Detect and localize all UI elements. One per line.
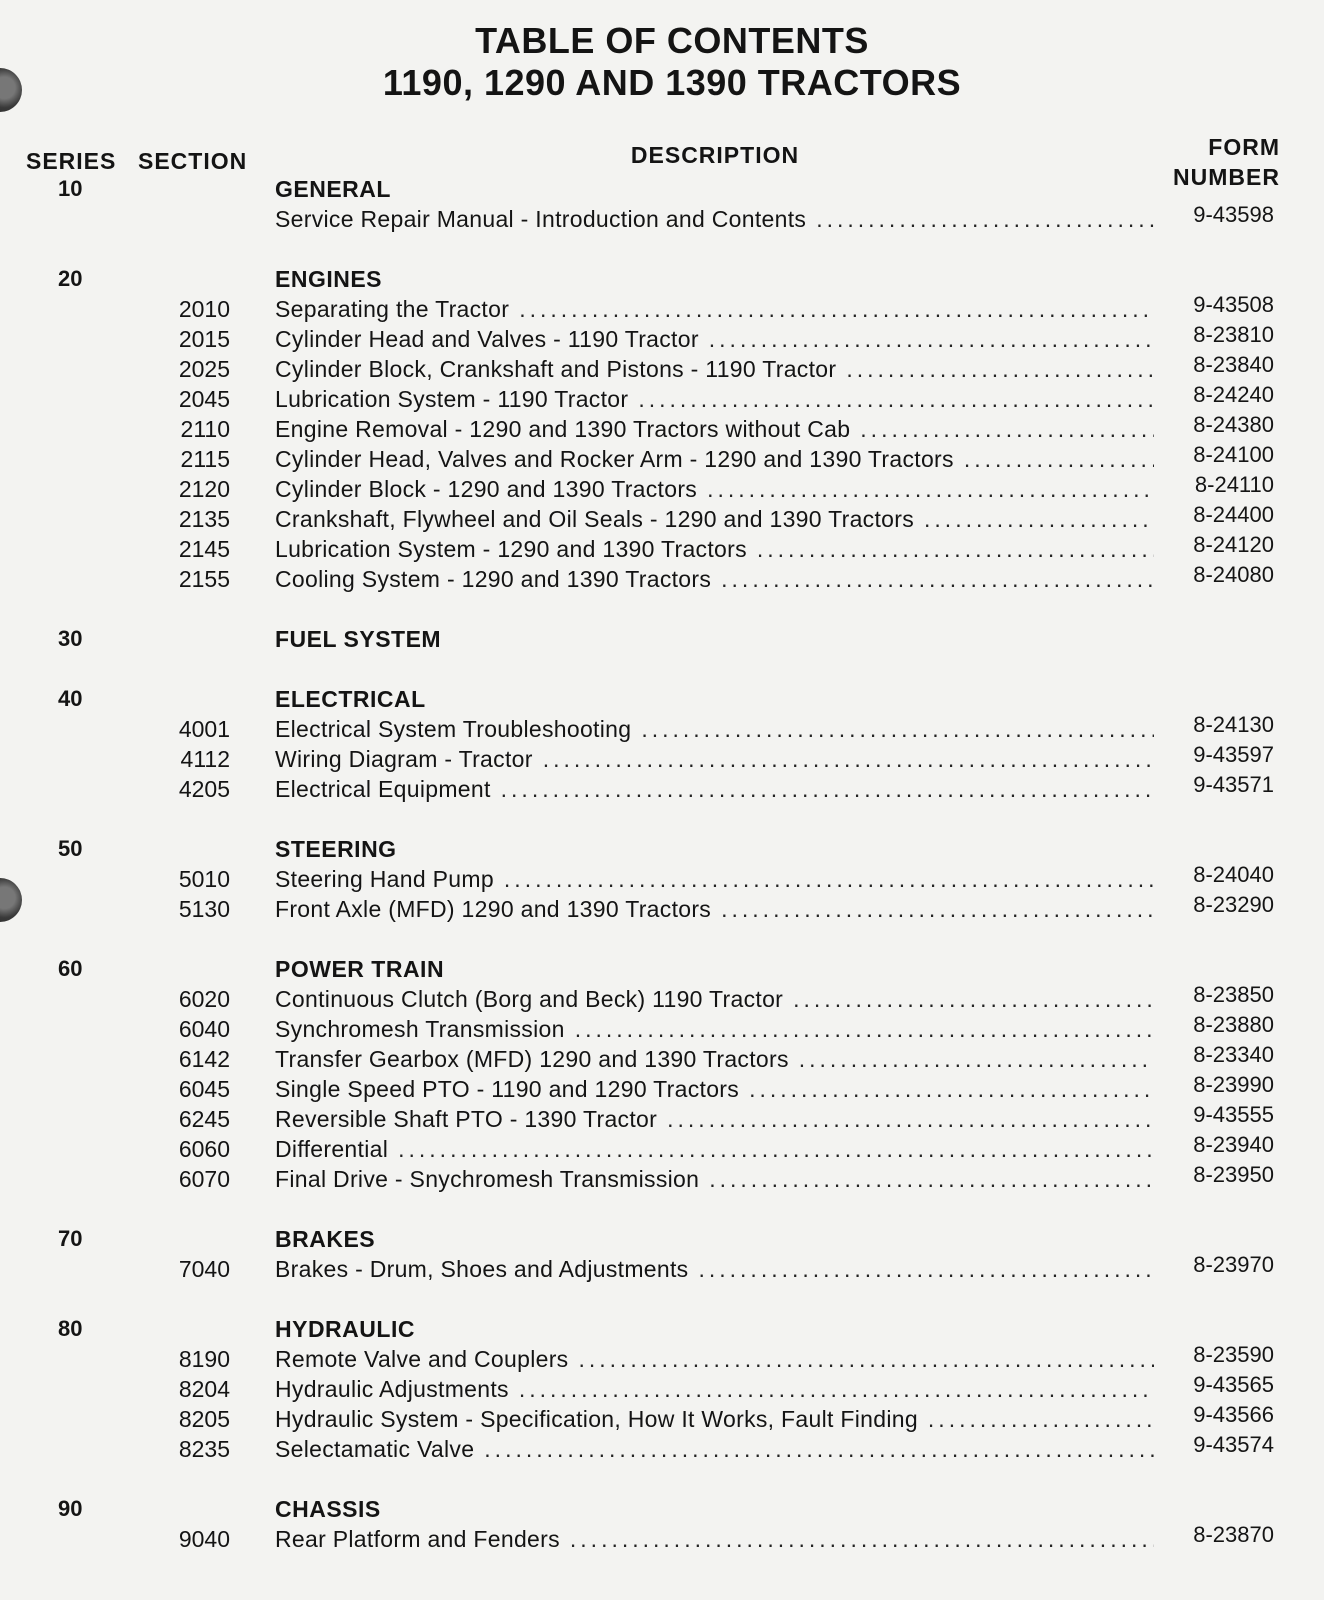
toc-entry	[0, 352, 1324, 386]
entry-line	[275, 1376, 1154, 1403]
entry-description: Reversible Shaft PTO - 1390 Tractor	[275, 1106, 658, 1132]
form-number: 8-24130	[1193, 712, 1274, 737]
form-number: 8-23870	[1193, 1522, 1274, 1547]
dot-leader	[816, 206, 1154, 233]
entry-description: Engine Removal - 1290 and 1390 Tractors without Cab	[275, 416, 851, 442]
form-number: 8-23940	[1193, 1132, 1274, 1157]
dot-leader	[578, 1346, 1154, 1373]
form-number: 9-43571	[1193, 772, 1274, 797]
form-number: 9-43574	[1193, 1432, 1274, 1457]
toc-entry	[0, 1042, 1324, 1076]
entry-line	[275, 896, 1154, 923]
toc-entry	[0, 1102, 1324, 1136]
contents-list	[0, 176, 1324, 1586]
entry-description: Continuous Clutch (Borg and Beck) 1190 Tractor	[275, 986, 784, 1012]
toc-entry	[0, 712, 1324, 746]
series-heading-row	[0, 686, 1324, 716]
form-number: 8-23850	[1193, 982, 1274, 1007]
form-number: 9-43565	[1193, 1372, 1274, 1397]
section-number: 2155	[178, 566, 230, 592]
section-number: 2115	[180, 446, 230, 472]
entry-description: Rear Platform and Fenders	[275, 1526, 560, 1552]
series-number: 10	[58, 176, 83, 201]
series-heading-row	[0, 956, 1324, 986]
series-number: 60	[58, 956, 83, 981]
toc-entry	[0, 562, 1324, 596]
toc-entry	[0, 502, 1324, 536]
toc-entry	[0, 292, 1324, 326]
entry-description: Lubrication System - 1290 and 1390 Tractors	[275, 536, 747, 562]
section-number: 2025	[178, 356, 230, 382]
series-title: BRAKES	[275, 1226, 376, 1252]
section-number: 2045	[178, 386, 230, 412]
section-number: 6020	[178, 986, 230, 1012]
entry-description: Crankshaft, Flywheel and Oil Seals - 1290 and 1390 Tractors	[275, 506, 915, 532]
dot-leader	[519, 1376, 1154, 1403]
entry-line	[275, 776, 1154, 803]
toc-entry	[0, 382, 1324, 416]
toc-entry	[0, 322, 1324, 356]
entry-line	[275, 1106, 1154, 1133]
entry-line	[275, 476, 1154, 503]
series-heading-row	[0, 266, 1324, 296]
entry-line	[275, 1136, 1154, 1163]
form-number: 8-23810	[1193, 322, 1274, 347]
series-title: ELECTRICAL	[275, 686, 426, 712]
entry-line	[275, 506, 1154, 533]
toc-entry	[0, 1432, 1324, 1466]
entry-description: Final Drive - Snychromesh Transmission	[275, 1166, 700, 1192]
toc-entry	[0, 982, 1324, 1016]
header-form-line-1: FORM	[1208, 134, 1280, 160]
section-number: 5010	[178, 866, 230, 892]
entry-line	[275, 326, 1154, 353]
entry-description: Transfer Gearbox (MFD) 1290 and 1390 Tractors	[275, 1046, 789, 1072]
dot-leader	[707, 476, 1154, 503]
title-line-1: TABLE OF CONTENTS	[475, 20, 869, 61]
entry-line	[275, 1346, 1154, 1373]
dot-leader	[709, 1166, 1154, 1193]
entry-description: Remote Valve and Couplers	[275, 1346, 569, 1372]
form-number: 9-43508	[1193, 292, 1274, 317]
form-number: 8-23840	[1193, 352, 1274, 377]
series-number: 20	[58, 266, 83, 291]
dot-leader	[575, 1016, 1154, 1043]
dot-leader	[570, 1526, 1154, 1553]
entry-description: Hydraulic Adjustments	[275, 1376, 509, 1402]
section-number: 8205	[178, 1406, 230, 1432]
dot-leader	[667, 1106, 1154, 1133]
toc-entry	[0, 1252, 1324, 1286]
form-number: 8-23590	[1193, 1342, 1274, 1367]
series-group	[0, 686, 1324, 806]
entry-line	[275, 536, 1154, 563]
entry-line	[275, 356, 1154, 383]
series-number: 70	[58, 1226, 83, 1251]
toc-entry	[0, 1132, 1324, 1166]
section-number: 8204	[178, 1376, 230, 1402]
toc-entry	[0, 412, 1324, 446]
form-number: 8-23970	[1193, 1252, 1274, 1277]
form-number: 8-23950	[1193, 1162, 1274, 1187]
entry-line	[275, 386, 1154, 413]
series-title: POWER TRAIN	[275, 956, 445, 982]
series-number: 30	[58, 626, 83, 651]
series-title: CHASSIS	[275, 1496, 381, 1522]
section-number: 4205	[178, 776, 230, 802]
header-description: DESCRIPTION	[630, 142, 800, 168]
dot-leader	[519, 296, 1154, 323]
form-number: 9-43566	[1193, 1402, 1274, 1427]
dot-leader	[709, 326, 1154, 353]
entry-line	[275, 866, 1154, 893]
series-number: 40	[58, 686, 83, 711]
series-number: 80	[58, 1316, 83, 1341]
series-title: GENERAL	[275, 176, 391, 202]
entry-description: Cylinder Block, Crankshaft and Pistons - 1190 Tractor	[275, 356, 837, 382]
series-group	[0, 1316, 1324, 1466]
entry-line	[275, 1016, 1154, 1043]
entry-line	[275, 296, 1154, 323]
entry-description: Service Repair Manual - Introduction and Contents	[275, 206, 807, 232]
section-number: 9040	[178, 1526, 230, 1552]
entry-line	[275, 1046, 1154, 1073]
series-number: 50	[58, 836, 83, 861]
page-title	[0, 20, 1324, 104]
section-number: 2110	[180, 416, 230, 442]
section-number: 6045	[178, 1076, 230, 1102]
form-number: 8-23340	[1193, 1042, 1274, 1067]
entry-description: Cylinder Head and Valves - 1190 Tractor	[275, 326, 699, 352]
dot-leader	[846, 356, 1154, 383]
dot-leader	[757, 536, 1154, 563]
entry-description: Wiring Diagram - Tractor	[275, 746, 533, 772]
dot-leader	[543, 746, 1154, 773]
form-number: 8-23290	[1193, 892, 1274, 917]
toc-entry	[0, 1072, 1324, 1106]
form-number: 8-24400	[1193, 502, 1274, 527]
toc-entry	[0, 202, 1324, 236]
section-number: 2010	[178, 296, 230, 322]
entry-line	[275, 416, 1154, 443]
series-title: HYDRAULIC	[275, 1316, 415, 1342]
toc-entry	[0, 1342, 1324, 1376]
title-line-2: 1190, 1290 AND 1390 TRACTORS	[382, 62, 962, 103]
series-group	[0, 1226, 1324, 1286]
form-number: 9-43597	[1193, 742, 1274, 767]
form-number: 8-24120	[1193, 532, 1274, 557]
series-title: ENGINES	[275, 266, 383, 292]
entry-description: Electrical Equipment	[275, 776, 491, 802]
entry-line	[275, 1436, 1154, 1463]
toc-entry	[0, 1162, 1324, 1196]
form-number: 9-43598	[1193, 202, 1274, 227]
series-group	[0, 1496, 1324, 1556]
series-group	[0, 836, 1324, 926]
form-number: 8-24100	[1193, 442, 1274, 467]
header-section: SECTION	[138, 148, 248, 174]
header-form-line-2: NUMBER	[1173, 164, 1280, 190]
section-number: 5130	[178, 896, 230, 922]
dot-leader	[641, 716, 1154, 743]
section-number: 6040	[178, 1016, 230, 1042]
series-title: FUEL SYSTEM	[275, 626, 442, 652]
series-heading-row	[0, 626, 1324, 656]
series-heading-row	[0, 1496, 1324, 1526]
dot-leader	[793, 986, 1154, 1013]
form-number: 8-24110	[1194, 472, 1274, 497]
series-group	[0, 176, 1324, 236]
entry-description: Selectamatic Valve	[275, 1436, 475, 1462]
section-number: 8190	[178, 1346, 230, 1372]
section-number: 2135	[178, 506, 230, 532]
section-number: 4112	[180, 746, 230, 772]
entry-line	[275, 1076, 1154, 1103]
series-number: 90	[58, 1496, 83, 1521]
dot-leader	[860, 416, 1154, 443]
dot-leader	[964, 446, 1154, 473]
dot-leader	[501, 776, 1154, 803]
entry-description: Cylinder Head, Valves and Rocker Arm - 1290 and 1390 Tractors	[275, 446, 954, 472]
dot-leader	[638, 386, 1154, 413]
form-number: 9-43555	[1193, 1102, 1274, 1127]
entry-line	[275, 716, 1154, 743]
entry-description: Hydraulic System - Specification, How It Works, Fault Finding	[275, 1406, 918, 1432]
toc-entry	[0, 532, 1324, 566]
entry-description: Front Axle (MFD) 1290 and 1390 Tractors	[275, 896, 712, 922]
form-number: 8-24080	[1193, 562, 1274, 587]
entry-description: Separating the Tractor	[275, 296, 510, 322]
series-group	[0, 626, 1324, 656]
section-number: 2120	[178, 476, 230, 502]
entry-description: Single Speed PTO - 1190 and 1290 Tractors	[275, 1076, 740, 1102]
entry-description: Lubrication System - 1190 Tractor	[275, 386, 629, 412]
dot-leader	[749, 1076, 1154, 1103]
section-number: 8235	[178, 1436, 230, 1462]
form-number: 8-24240	[1193, 382, 1274, 407]
entry-line	[275, 566, 1154, 593]
toc-entry	[0, 862, 1324, 896]
form-number: 8-23880	[1193, 1012, 1274, 1037]
dot-leader	[484, 1436, 1154, 1463]
form-number: 8-23990	[1193, 1072, 1274, 1097]
series-heading-row	[0, 1316, 1324, 1346]
entry-line	[275, 986, 1154, 1013]
entry-description: Differential	[275, 1136, 389, 1162]
form-number: 8-24040	[1193, 862, 1274, 887]
toc-entry	[0, 1402, 1324, 1436]
dot-leader	[398, 1136, 1154, 1163]
section-number: 6142	[178, 1046, 230, 1072]
section-number: 7040	[178, 1256, 230, 1282]
entry-description: Brakes - Drum, Shoes and Adjustments	[275, 1256, 689, 1282]
section-number: 2145	[178, 536, 230, 562]
toc-entry	[0, 1522, 1324, 1556]
dot-leader	[721, 566, 1154, 593]
section-number: 2015	[178, 326, 230, 352]
entry-line	[275, 746, 1154, 773]
section-number: 6060	[178, 1136, 230, 1162]
toc-entry	[0, 1372, 1324, 1406]
series-heading-row	[0, 176, 1324, 206]
entry-line	[275, 206, 1154, 233]
entry-description: Electrical System Troubleshooting	[275, 716, 632, 742]
series-title: STEERING	[275, 836, 397, 862]
header-series: SERIES	[26, 148, 117, 174]
toc-entry	[0, 772, 1324, 806]
entry-line	[275, 1166, 1154, 1193]
dot-leader	[799, 1046, 1154, 1073]
toc-entry	[0, 892, 1324, 926]
toc-entry	[0, 472, 1324, 506]
series-heading-row	[0, 1226, 1324, 1256]
entry-description: Cooling System - 1290 and 1390 Tractors	[275, 566, 712, 592]
entry-line	[275, 1406, 1154, 1433]
section-number: 6245	[178, 1106, 230, 1132]
dot-leader	[721, 896, 1154, 923]
form-number: 8-24380	[1193, 412, 1274, 437]
series-heading-row	[0, 836, 1324, 866]
section-number: 4001	[178, 716, 230, 742]
entry-line	[275, 1526, 1154, 1553]
toc-entry	[0, 442, 1324, 476]
dot-leader	[504, 866, 1154, 893]
series-group	[0, 266, 1324, 596]
entry-description: Steering Hand Pump	[275, 866, 494, 892]
dot-leader	[698, 1256, 1154, 1283]
series-group	[0, 956, 1324, 1196]
entry-description: Synchromesh Transmission	[275, 1016, 565, 1042]
section-number: 6070	[178, 1166, 230, 1192]
dot-leader	[928, 1406, 1154, 1433]
entry-description: Cylinder Block - 1290 and 1390 Tractors	[275, 476, 698, 502]
toc-entry	[0, 1012, 1324, 1046]
entry-line	[275, 446, 1154, 473]
dot-leader	[924, 506, 1154, 533]
toc-entry	[0, 742, 1324, 776]
entry-line	[275, 1256, 1154, 1283]
